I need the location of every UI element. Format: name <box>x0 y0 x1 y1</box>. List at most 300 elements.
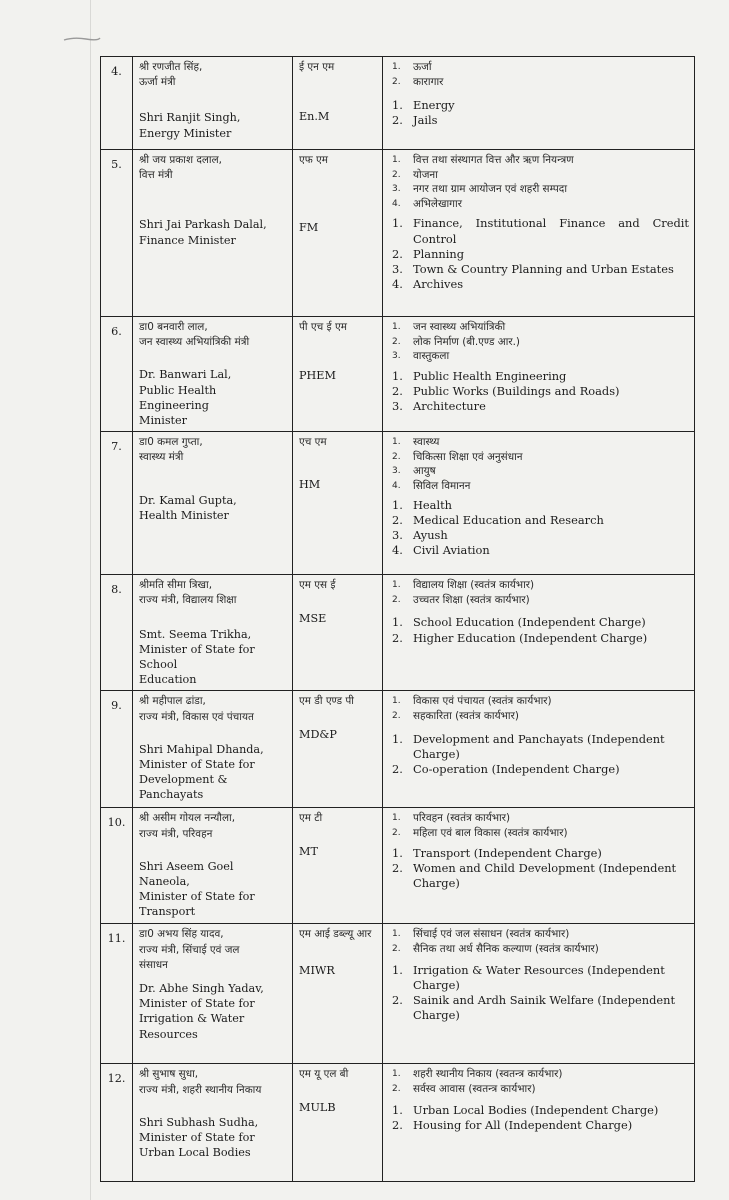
item-number: 1. <box>392 368 403 383</box>
spacer <box>139 90 287 110</box>
item-number: 2. <box>392 944 401 955</box>
table-row <box>101 432 695 575</box>
portfolio-list-hindi <box>389 60 689 89</box>
abbreviation-english: HM <box>299 478 321 492</box>
minister-name-hindi <box>139 435 287 465</box>
portfolio-cell <box>383 150 695 317</box>
item-number: 2. <box>392 762 403 777</box>
minister-name-english <box>139 981 287 1042</box>
portfolio-text-english: Development and Panchayats (Independent Charge) <box>413 731 665 761</box>
portfolio-text-hindi: नगर तथा ग्राम आयोजन एवं शहरी सम्पदा <box>413 183 568 196</box>
spacer <box>139 466 287 493</box>
portfolio-item-hindi <box>389 826 689 841</box>
portfolio-item-hindi <box>389 182 689 197</box>
serial-number-cell <box>101 1064 133 1182</box>
abbreviation-cell <box>293 57 383 150</box>
portfolio-cell <box>383 317 695 432</box>
serial-number: 5. <box>111 158 122 171</box>
minister-name-cell <box>133 808 293 924</box>
portfolio-item-hindi <box>389 578 689 593</box>
portfolio-item-hindi <box>389 694 689 709</box>
portfolio-text-hindi: स्वास्थ्य <box>413 436 440 449</box>
portfolio-item-english <box>389 543 689 558</box>
name-english-line: Public Health Engineering <box>139 383 217 412</box>
portfolio-cell <box>383 808 695 924</box>
name-english-line: Minister <box>139 414 188 428</box>
name-english-line: Minister of State for <box>139 997 255 1011</box>
portfolio-text-english: Medical Education and Research <box>413 512 604 527</box>
spacer <box>299 335 377 368</box>
portfolio-list-english <box>389 369 689 415</box>
abbreviation-cell <box>293 808 383 924</box>
spacer <box>139 973 287 981</box>
portfolio-list-hindi <box>389 1067 689 1096</box>
scan-mark <box>62 36 102 42</box>
portfolio-text-hindi: सर्वस्व आवास (स्वतन्त्र कार्यभार) <box>413 1083 536 1096</box>
item-number: 1. <box>392 580 401 591</box>
portfolio-item-hindi <box>389 75 689 90</box>
item-number: 4. <box>392 481 401 491</box>
item-number: 2. <box>392 828 401 839</box>
name-english-line: Health Minister <box>139 508 229 522</box>
minister-name-cell <box>133 432 293 575</box>
portfolio-item-hindi <box>389 335 689 350</box>
portfolio-item-english <box>389 846 689 861</box>
portfolio-text-hindi: वित्त तथा संस्थागत वित्त और ऋण नियन्त्रण <box>413 154 574 166</box>
portfolio-item-english <box>389 631 689 646</box>
item-number: 2. <box>392 1117 403 1132</box>
name-hindi-line: संसाधन <box>139 958 168 971</box>
portfolio-text-english: Public Works (Buildings and Roads) <box>413 383 620 398</box>
abbreviation-hindi: एम एस ई <box>299 579 336 592</box>
spacer <box>389 607 689 615</box>
abbreviation-english: En.M <box>299 110 330 124</box>
name-hindi-line: जन स्वास्थ्य अभियांत्रिकी मंत्री <box>139 336 250 349</box>
name-english-line: Dr. Banwari Lal, <box>139 368 232 382</box>
name-hindi-line: डा0 अभय सिंह यादव, <box>139 928 224 941</box>
portfolio-text-hindi: सिविल विमानन <box>413 480 471 492</box>
abbreviation-hindi: एम यू एल बी <box>299 1068 349 1081</box>
portfolio-text-english: Finance, Institutional Finance and Credit Control <box>413 216 689 246</box>
name-english-line: Transport <box>139 905 196 919</box>
minister-name-english <box>139 217 287 247</box>
portfolio-item-hindi <box>389 197 689 212</box>
portfolio-list-hindi <box>389 320 689 364</box>
portfolio-text-hindi: लोक निर्माण (बी.एण्ड आर.) <box>413 335 520 348</box>
serial-number: 11. <box>107 932 126 946</box>
minister-portfolio-table <box>100 56 695 1182</box>
page-edge-line <box>90 0 91 1200</box>
name-english-line: Shri Jai Parkash Dalal, <box>139 218 267 232</box>
portfolio-cell <box>383 432 695 575</box>
table-row <box>101 691 695 808</box>
item-number: 1. <box>392 155 401 165</box>
serial-number-cell <box>101 317 133 432</box>
abbreviation-english: MSE <box>299 612 327 626</box>
portfolio-cell <box>383 575 695 691</box>
portfolio-item-english <box>389 1118 689 1133</box>
portfolio-item-english <box>389 498 689 513</box>
portfolio-text-hindi: योजना <box>413 168 438 181</box>
minister-name-english <box>139 493 287 523</box>
item-number: 1. <box>392 1102 403 1117</box>
spacer <box>299 1083 377 1100</box>
portfolio-cell <box>383 1064 695 1182</box>
item-number: 1. <box>392 497 403 512</box>
spacer <box>299 168 377 220</box>
minister-name-hindi <box>139 153 287 183</box>
item-number: 2. <box>392 169 401 180</box>
portfolio-item-english <box>389 861 689 891</box>
portfolio-text-english: Energy <box>413 98 455 113</box>
minister-name-hindi <box>139 811 287 841</box>
item-number: 1. <box>392 731 403 746</box>
portfolio-list-hindi <box>389 811 689 840</box>
portfolio-item-hindi <box>389 479 689 494</box>
serial-number: 7. <box>111 440 122 454</box>
item-number: 1. <box>392 929 401 940</box>
portfolio-text-hindi: जन स्वास्थ्य अभियांत्रिकी <box>413 321 506 333</box>
portfolio-text-hindi: विकास एवं पंचायत (स्वतंत्र कार्यभार) <box>413 695 552 708</box>
portfolio-item-english <box>389 216 689 246</box>
item-number: 3. <box>392 351 401 362</box>
spacer <box>389 89 689 98</box>
item-number: 1. <box>392 962 403 977</box>
minister-name-hindi <box>139 320 287 350</box>
item-number: 1. <box>392 1069 401 1080</box>
item-number: 3. <box>392 466 401 477</box>
portfolio-list-english <box>389 216 689 292</box>
name-hindi-line: श्री असीम गोयल नन्यौला, <box>139 812 236 825</box>
item-number: 2. <box>392 512 403 527</box>
item-number: 1. <box>392 845 403 860</box>
portfolio-item-hindi <box>389 593 689 608</box>
portfolio-text-english: Architecture <box>413 399 486 414</box>
table-row <box>101 1064 695 1182</box>
item-number: 2. <box>392 993 403 1008</box>
serial-number-cell <box>101 691 133 808</box>
name-english-line: Minister of State for <box>139 758 255 772</box>
name-hindi-line: श्री जय प्रकाश दलाल, <box>139 154 222 166</box>
serial-number-cell <box>101 150 133 317</box>
name-english-line: Urban Local Bodies <box>139 1146 251 1160</box>
portfolio-item-hindi <box>389 1067 689 1082</box>
item-number: 3. <box>392 399 403 414</box>
item-number: 2. <box>392 711 401 722</box>
portfolio-list-hindi <box>389 694 689 723</box>
portfolio-item-english <box>389 369 689 384</box>
portfolio-list-english <box>389 498 689 559</box>
portfolio-text-hindi: शहरी स्थानीय निकाय (स्वतन्त्र कार्यभार) <box>413 1068 563 1081</box>
portfolio-list-english <box>389 732 689 778</box>
portfolio-text-hindi: कारागार <box>413 75 444 88</box>
portfolio-item-hindi <box>389 709 689 724</box>
portfolio-list-hindi <box>389 578 689 607</box>
portfolio-item-hindi <box>389 320 689 335</box>
portfolio-text-english: Housing for All (Independent Charge) <box>413 1117 633 1132</box>
table-row <box>101 808 695 924</box>
portfolio-text-english: Higher Education (Independent Charge) <box>413 630 648 645</box>
minister-name-hindi <box>139 1067 287 1097</box>
portfolio-list-english <box>389 615 689 645</box>
serial-number: 6. <box>111 325 122 338</box>
minister-name-hindi <box>139 578 287 608</box>
name-english-line: Minister of State for <box>139 1131 255 1145</box>
name-english-line: Smt. Seema Trikha, <box>139 627 252 641</box>
name-english-line: Shri Mahipal Dhanda, <box>139 742 264 756</box>
table-row <box>101 575 695 691</box>
item-number: 2. <box>392 246 403 261</box>
portfolio-item-english <box>389 993 689 1023</box>
portfolio-text-hindi: ऊर्जा <box>413 61 432 73</box>
minister-name-cell <box>133 691 293 808</box>
spacer <box>299 827 377 844</box>
portfolio-item-hindi <box>389 349 689 364</box>
portfolio-item-english <box>389 277 689 292</box>
portfolio-text-english: Health <box>413 497 453 512</box>
serial-number: 12. <box>107 1072 126 1086</box>
item-number: 1. <box>392 615 403 630</box>
table-row <box>101 150 695 317</box>
item-number: 2. <box>392 383 403 398</box>
portfolio-text-hindi: महिला एवं बाल विकास (स्वतंत्र कार्यभार) <box>413 827 568 840</box>
name-hindi-line: स्वास्थ्य मंत्री <box>139 451 184 464</box>
portfolio-item-english <box>389 262 689 277</box>
serial-number-cell <box>101 57 133 150</box>
abbreviation-english: PHEM <box>299 369 336 383</box>
portfolio-list-hindi <box>389 927 689 956</box>
item-number: 1. <box>392 813 401 824</box>
item-number: 1. <box>392 437 401 448</box>
abbreviation-cell <box>293 1064 383 1182</box>
item-number: 2. <box>392 76 401 87</box>
portfolio-list-english <box>389 846 689 892</box>
serial-number: 8. <box>111 583 122 597</box>
portfolio-item-english <box>389 384 689 399</box>
name-hindi-line: डा0 बनवारी लाल, <box>139 321 208 333</box>
name-english-line: Dr. Abhe Singh Yadav, <box>139 982 264 996</box>
name-hindi-line: श्रीमति सीमा त्रिखा, <box>139 579 213 592</box>
name-english-line: Dr. Kamal Gupta, <box>139 493 237 507</box>
item-number: 1. <box>392 322 401 332</box>
portfolio-list-hindi <box>389 435 689 493</box>
serial-number-cell <box>101 808 133 924</box>
portfolio-item-hindi <box>389 168 689 183</box>
portfolio-text-english: Planning <box>413 246 465 261</box>
abbreviation-cell <box>293 924 383 1064</box>
spacer <box>299 593 377 611</box>
portfolio-item-english <box>389 113 689 128</box>
minister-name-cell <box>133 57 293 150</box>
name-hindi-line: राज्य मंत्री, विकास एवं पंचायत <box>139 710 254 723</box>
portfolio-item-hindi <box>389 464 689 479</box>
portfolio-text-english: Transport (Independent Charge) <box>413 845 602 860</box>
name-english-line: Shri Aseem Goel Naneola, <box>139 859 234 889</box>
portfolio-text-english: Public Health Engineering <box>413 368 567 383</box>
portfolio-text-english: Women and Child Development (Independent Charge) <box>413 860 677 891</box>
abbreviation-hindi: एम आई डब्ल्यू आर <box>299 928 372 941</box>
item-number: 2. <box>392 113 403 128</box>
abbreviation-english: MD&P <box>299 727 337 741</box>
spacer <box>139 183 287 217</box>
table-row <box>101 57 695 150</box>
item-number: 1. <box>392 696 401 707</box>
name-hindi-line: राज्य मंत्री, सिंचाई एवं जल <box>139 943 240 956</box>
minister-name-hindi <box>139 60 287 90</box>
portfolio-text-english: Sainik and Ardh Sainik Welfare (Independent Charge) <box>413 993 676 1023</box>
name-english-line: Energy Minister <box>139 126 232 140</box>
item-number: 2. <box>392 630 403 645</box>
abbreviation-hindi: ई एन एम <box>299 61 335 73</box>
spacer <box>139 609 287 627</box>
portfolio-text-hindi: आयुष <box>413 465 436 478</box>
serial-number-cell <box>101 575 133 691</box>
portfolio-text-hindi: विद्यालय शिक्षा (स्वतंत्र कार्यभार) <box>413 579 535 592</box>
abbreviation-cell <box>293 150 383 317</box>
name-hindi-line: राज्य मंत्री, परिवहन <box>139 827 213 840</box>
portfolio-text-english: Town & Country Planning and Urban Estates <box>413 261 674 276</box>
portfolio-text-english: Archives <box>413 277 464 292</box>
portfolio-list-english <box>389 98 689 128</box>
serial-number-cell <box>101 924 133 1064</box>
table-row <box>101 924 695 1064</box>
portfolio-item-english <box>389 98 689 113</box>
minister-name-english <box>139 627 287 688</box>
minister-name-english <box>139 1115 287 1161</box>
portfolio-item-hindi <box>389 1082 689 1097</box>
minister-name-hindi <box>139 694 287 724</box>
table-row <box>101 317 695 432</box>
portfolio-item-english <box>389 247 689 262</box>
abbreviation-hindi: एम टी <box>299 812 323 825</box>
spacer <box>139 1098 287 1115</box>
portfolio-cell <box>383 691 695 808</box>
minister-name-english <box>139 367 287 428</box>
portfolio-item-hindi <box>389 811 689 826</box>
minister-name-cell <box>133 1064 293 1182</box>
item-number: 1. <box>392 62 401 72</box>
name-english-line: Development & Panchayats <box>139 773 228 802</box>
abbreviation-hindi: एच एम <box>299 436 327 449</box>
portfolio-list-hindi <box>389 153 689 211</box>
minister-name-english <box>139 742 287 803</box>
name-hindi-line: श्री महीपाल ढांडा, <box>139 695 206 708</box>
item-number: 2. <box>392 1084 401 1095</box>
portfolio-text-hindi: उच्चतर शिक्षा (स्वतंत्र कार्यभार) <box>413 593 530 606</box>
abbreviation-english: MT <box>299 844 318 858</box>
name-english-line: Irrigation & Water Resources <box>139 1012 245 1041</box>
abbreviation-hindi: पी एच ई एम <box>299 321 347 333</box>
item-number: 1. <box>392 98 403 113</box>
abbreviation-cell <box>293 432 383 575</box>
spacer <box>299 710 377 727</box>
portfolio-text-english: Urban Local Bodies (Independent Charge) <box>413 1102 659 1117</box>
name-hindi-line: डा0 कमल गुप्ता, <box>139 436 203 449</box>
portfolio-item-hindi <box>389 942 689 957</box>
name-hindi-line: श्री सुभाष सुधा, <box>139 1068 199 1081</box>
item-number: 3. <box>392 528 403 542</box>
name-hindi-line: राज्य मंत्री, शहरी स्थानीय निकाय <box>139 1083 262 1096</box>
abbreviation-cell <box>293 691 383 808</box>
name-english-line: Shri Ranjit Singh, <box>139 111 241 125</box>
item-number: 4. <box>392 198 401 209</box>
portfolio-list-english <box>389 963 689 1024</box>
minister-name-cell <box>133 575 293 691</box>
serial-number: 4. <box>111 65 122 78</box>
portfolio-item-english <box>389 513 689 528</box>
name-hindi-line: राज्य मंत्री, विद्यालय शिक्षा <box>139 594 237 607</box>
item-number: 2. <box>392 594 401 605</box>
portfolio-item-hindi <box>389 153 689 168</box>
item-number: 2. <box>392 860 403 875</box>
item-number: 3. <box>392 261 403 276</box>
spacer <box>299 75 377 109</box>
spacer <box>299 943 377 963</box>
portfolio-item-english <box>389 963 689 993</box>
item-number: 4. <box>392 543 403 558</box>
portfolio-text-hindi: परिवहन (स्वतंत्र कार्यभार) <box>413 812 511 825</box>
portfolio-text-hindi: सैनिक तथा अर्ध सैनिक कल्याण (स्वतंत्र कार्यभार) <box>413 943 599 956</box>
item-number: 3. <box>392 184 401 195</box>
portfolio-item-english <box>389 1103 689 1118</box>
portfolio-text-hindi: सहकारिता (स्वतंत्र कार्यभार) <box>413 710 519 723</box>
portfolio-item-english <box>389 399 689 414</box>
name-english-line: Minister of State for School <box>139 642 255 672</box>
portfolio-item-english <box>389 528 689 543</box>
name-hindi-line: ऊर्जा मंत्री <box>139 76 176 89</box>
serial-number: 9. <box>111 699 122 713</box>
abbreviation-cell <box>293 575 383 691</box>
abbreviation-cell <box>293 317 383 432</box>
minister-name-english <box>139 110 287 140</box>
portfolio-item-english <box>389 615 689 630</box>
serial-number-cell <box>101 432 133 575</box>
abbreviation-english: MIWR <box>299 963 335 977</box>
portfolio-text-english: School Education (Independent Charge) <box>413 615 646 630</box>
portfolio-cell <box>383 57 695 150</box>
abbreviation-hindi: एम डी एण्ड पी <box>299 695 354 708</box>
minister-name-hindi <box>139 927 287 973</box>
abbreviation-english: FM <box>299 221 319 235</box>
portfolio-text-english: Irrigation & Water Resources (Independent Charge) <box>413 962 665 992</box>
minister-name-cell <box>133 317 293 432</box>
abbreviation-hindi: एफ एम <box>299 154 329 166</box>
name-english-line: Shri Subhash Sudha, <box>139 1115 259 1129</box>
portfolio-text-english: Ayush <box>413 528 448 542</box>
portfolio-item-hindi <box>389 435 689 450</box>
name-hindi-line: श्री रणजीत सिंह, <box>139 61 203 73</box>
portfolio-text-english: Civil Aviation <box>413 543 490 558</box>
spacer <box>139 350 287 367</box>
portfolio-text-hindi: वास्तुकला <box>413 350 450 363</box>
item-number: 1. <box>392 216 403 231</box>
portfolio-cell <box>383 924 695 1064</box>
abbreviation-english: MULB <box>299 1100 336 1114</box>
minister-name-cell <box>133 924 293 1064</box>
portfolio-text-english: Jails <box>413 113 438 128</box>
portfolio-item-english <box>389 732 689 762</box>
item-number: 4. <box>392 277 403 292</box>
item-number: 2. <box>392 451 401 462</box>
portfolio-text-hindi: चिकित्सा शिक्षा एवं अनुसंधान <box>413 450 523 463</box>
name-english-line: Finance Minister <box>139 233 236 247</box>
portfolio-item-english <box>389 762 689 777</box>
minister-name-cell <box>133 150 293 317</box>
minister-name-english <box>139 859 287 920</box>
portfolio-item-hindi <box>389 450 689 465</box>
portfolio-item-hindi <box>389 60 689 75</box>
spacer <box>389 724 689 732</box>
